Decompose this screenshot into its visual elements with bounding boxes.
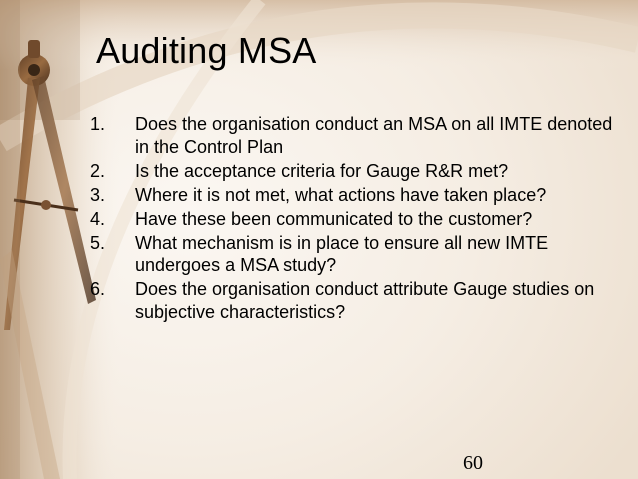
page-number: 60 bbox=[463, 452, 483, 474]
list-item bbox=[90, 113, 620, 158]
list-item bbox=[90, 184, 620, 207]
list-item-text: Have these been communicated to the customer? bbox=[135, 208, 533, 229]
list-item-number: 2. bbox=[90, 160, 106, 181]
list-item-number: 5. bbox=[90, 232, 106, 253]
list-item bbox=[90, 278, 620, 323]
list-item-text: What mechanism is in place to ensure all new IMTE undergoes a MSA study? bbox=[135, 232, 549, 275]
list-item bbox=[90, 160, 620, 183]
list-item bbox=[90, 232, 620, 277]
list-item-number: 3. bbox=[90, 184, 106, 205]
question-list bbox=[90, 113, 620, 325]
list-item-text: Does the organisation conduct an MSA on all IMTE denoted in the Control Plan bbox=[135, 114, 613, 157]
list-item-text: Does the organisation conduct attribute Gauge studies on subjective characteristics? bbox=[135, 279, 595, 322]
list-item-text: Where it is not met, what actions have taken place? bbox=[135, 184, 547, 205]
list-item-number: 1. bbox=[90, 114, 106, 134]
list-item bbox=[90, 208, 620, 231]
list-item-number: 4. bbox=[90, 208, 106, 229]
list-item-number: 6. bbox=[90, 279, 106, 299]
list-item-text: Is the acceptance criteria for Gauge R&R met? bbox=[135, 160, 509, 181]
slide-title: Auditing MSA bbox=[96, 30, 317, 71]
